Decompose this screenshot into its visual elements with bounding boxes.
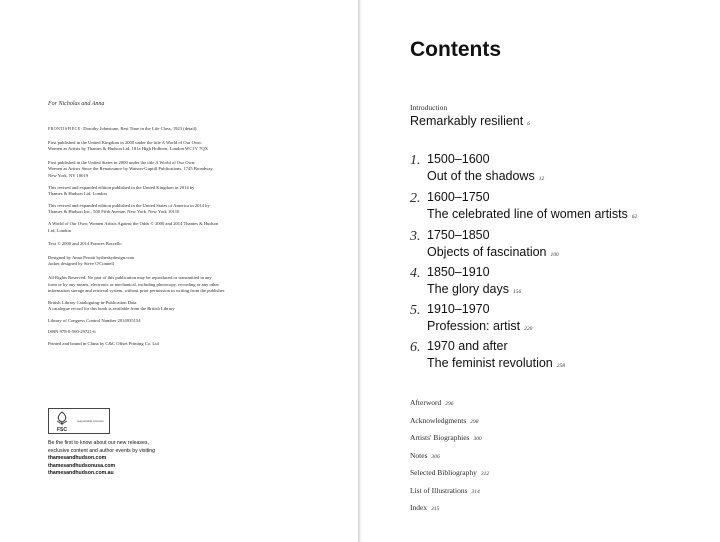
line: Designed by Anna Perotti bytheskydesign.com (48, 254, 135, 260)
intro-label: Introduction (410, 103, 448, 112)
contents-page (362, 0, 720, 542)
back-matter-item[interactable] (410, 430, 489, 448)
chapter-years: 1750–1850 (427, 228, 490, 242)
line: First published in the United Kingdom in 2000 under the title A World of Our Own: (48, 139, 202, 145)
page-number: 298 (470, 418, 479, 425)
imprint-text (48, 126, 273, 353)
back-matter-item[interactable] (410, 465, 489, 483)
back-matter-item[interactable] (410, 483, 489, 501)
line: New York, NY 10019 (48, 172, 89, 178)
chapter-number: 4. (410, 266, 421, 281)
chapter-entry[interactable] (410, 152, 710, 192)
page-number: 306 (431, 453, 440, 460)
line: Women as Artists by Thames & Hudson Ltd, 181a High Holborn, London WC1V 7QX (48, 146, 209, 152)
back-matter-label: Acknowledgments (410, 415, 467, 425)
frontispiece-text: Dorothy Johnstone, Rest Time in the Life Class, 1923 (detail). (83, 126, 198, 131)
first-published-uk (48, 140, 273, 153)
page-number: 300 (473, 436, 482, 442)
line: Women as Artists Since the Renaissance by Watson-Guptill Publications, 1745 Broadway, (48, 166, 214, 172)
line: form or by any means, electronic or mechanical, including photocopy, recording or any other (48, 281, 219, 287)
page-number: 312 (480, 471, 490, 477)
page-title: Contents (410, 38, 501, 61)
chapter-title-line (427, 356, 565, 370)
line: This revised and expanded edition published in the United States of America in 2014 by (48, 202, 210, 208)
page-number: 315 (431, 506, 440, 512)
line: Ltd, London (48, 227, 71, 233)
chapter-title: Profession: artist (427, 319, 521, 333)
chapter-entry[interactable] (410, 339, 710, 379)
chapter-title-line (427, 169, 544, 183)
chapter-title: Out of the shadows (427, 169, 535, 183)
back-matter-label: Notes (410, 450, 428, 460)
back-matter-item[interactable] (410, 395, 489, 413)
chapter-number: 2. (410, 191, 421, 206)
line: All Rights Reserved. No part of this publication may be reproduced or transmitted in any (48, 274, 212, 280)
back-matter-item[interactable] (410, 448, 489, 466)
chapter-title-line (427, 207, 637, 221)
intro-title: Remarkably resilient (410, 114, 524, 128)
dedication: For Nicholas and Anna (48, 101, 105, 107)
line: Jacket designed by Steve O'Connell (48, 261, 114, 267)
frontispiece-label: FRONTISPIECE: (48, 126, 83, 131)
printer-credit: Printed and bound in China by C&C Offset Printing Co. Ltd (48, 341, 159, 347)
chapter-entry[interactable] (410, 190, 710, 230)
chapter-title-line (427, 245, 559, 259)
back-matter-label: List of Illustrations (410, 485, 468, 495)
page-number: 296 (445, 401, 454, 407)
chapter-years: 1970 and after (427, 339, 508, 353)
back-matter-label: Selected Bibliography (410, 468, 477, 477)
cip-data (48, 300, 273, 313)
line: information storage and retrieval system, without prior permission in writing from the publisher. (48, 288, 226, 294)
page-number: 6 (527, 121, 530, 127)
promo-line: Be the first to know about our new releases, (48, 440, 149, 446)
revised-us (48, 203, 273, 216)
fsc-small-text: responsible sources (77, 419, 104, 423)
chapter-title: Objects of fascination (427, 245, 547, 259)
design-credits (48, 255, 273, 268)
back-matter-item[interactable] (410, 413, 489, 431)
page-number: 62 (631, 214, 638, 220)
back-matter-label: Afterword (410, 398, 442, 407)
chapter-years: 1910–1970 (427, 302, 490, 316)
back-matter-label: Index (410, 503, 428, 512)
loc-number: Library of Congress Control Number 2014935154 (48, 317, 141, 323)
page-number: 156 (512, 289, 522, 295)
chapter-entry[interactable] (410, 265, 710, 305)
fsc-logo (48, 408, 110, 434)
line: A World of Our Own: Women Artists Against the Odds © 2000 and 2014 Thames & Hudson (48, 220, 219, 226)
fsc-tree-icon (53, 410, 71, 432)
revised-uk (48, 185, 273, 198)
chapter-entry[interactable] (410, 302, 710, 342)
chapter-number: 6. (410, 340, 421, 355)
promo-text (48, 440, 248, 478)
page-number: 12 (538, 176, 545, 182)
chapter-title-line (427, 282, 521, 296)
website-link[interactable]: thamesandhudson.com (48, 455, 107, 462)
isbn: ISBN 978-0-500-29721-6 (48, 329, 96, 335)
website-link[interactable]: thamesandhudsonusa.com (48, 462, 116, 469)
page-number: 220 (524, 326, 533, 332)
back-matter-item[interactable] (410, 500, 489, 518)
back-matter-label: Artists' Biographies (410, 433, 470, 442)
line: British Library Cataloguing-in-Publication Data (48, 299, 137, 305)
line: Thames & Hudson Inc., 500 Fifth Avenue, New York, New York 10110 (48, 209, 180, 215)
line: First published in the United States in 2000 under the title A World of Our Own: (48, 159, 196, 165)
fsc-label: FSC (57, 427, 67, 432)
chapter-entry[interactable] (410, 228, 710, 268)
back-matter-list (410, 395, 489, 518)
first-published-us (48, 160, 273, 180)
chapter-years: 1600–1750 (427, 190, 490, 204)
frontispiece-credit (48, 126, 273, 133)
chapter-number: 3. (410, 229, 421, 244)
chapter-title-line (427, 319, 532, 333)
line: This revised and expanded edition published in the United Kingdom in 2014 by (48, 184, 195, 190)
line: Thames & Hudson Ltd, London (48, 191, 107, 197)
copyright-notice (48, 221, 273, 234)
chapter-years: 1850–1910 (427, 265, 490, 279)
website-link[interactable]: thamesandhudson.com.au (48, 470, 114, 477)
promo-line: exclusive content and author events by visiting (48, 447, 155, 454)
line: A catalogue record for this book is available from the British Library (48, 306, 175, 312)
chapter-title: The feminist revolution (427, 356, 553, 370)
page-number: 100 (550, 252, 559, 258)
imprint-page (0, 0, 358, 542)
page-number: 314 (471, 488, 480, 495)
intro-entry[interactable] (410, 114, 530, 128)
chapter-years: 1500–1600 (427, 152, 490, 166)
chapter-title: The celebrated line of women artists (427, 207, 628, 221)
chapter-title: The glory days (427, 282, 509, 296)
page-number: 258 (556, 363, 566, 369)
chapter-number: 5. (410, 303, 421, 318)
rights-notice (48, 275, 273, 295)
text-copyright: Text © 2000 and 2014 Frances Borzello (48, 241, 122, 247)
chapter-number: 1. (410, 153, 421, 168)
